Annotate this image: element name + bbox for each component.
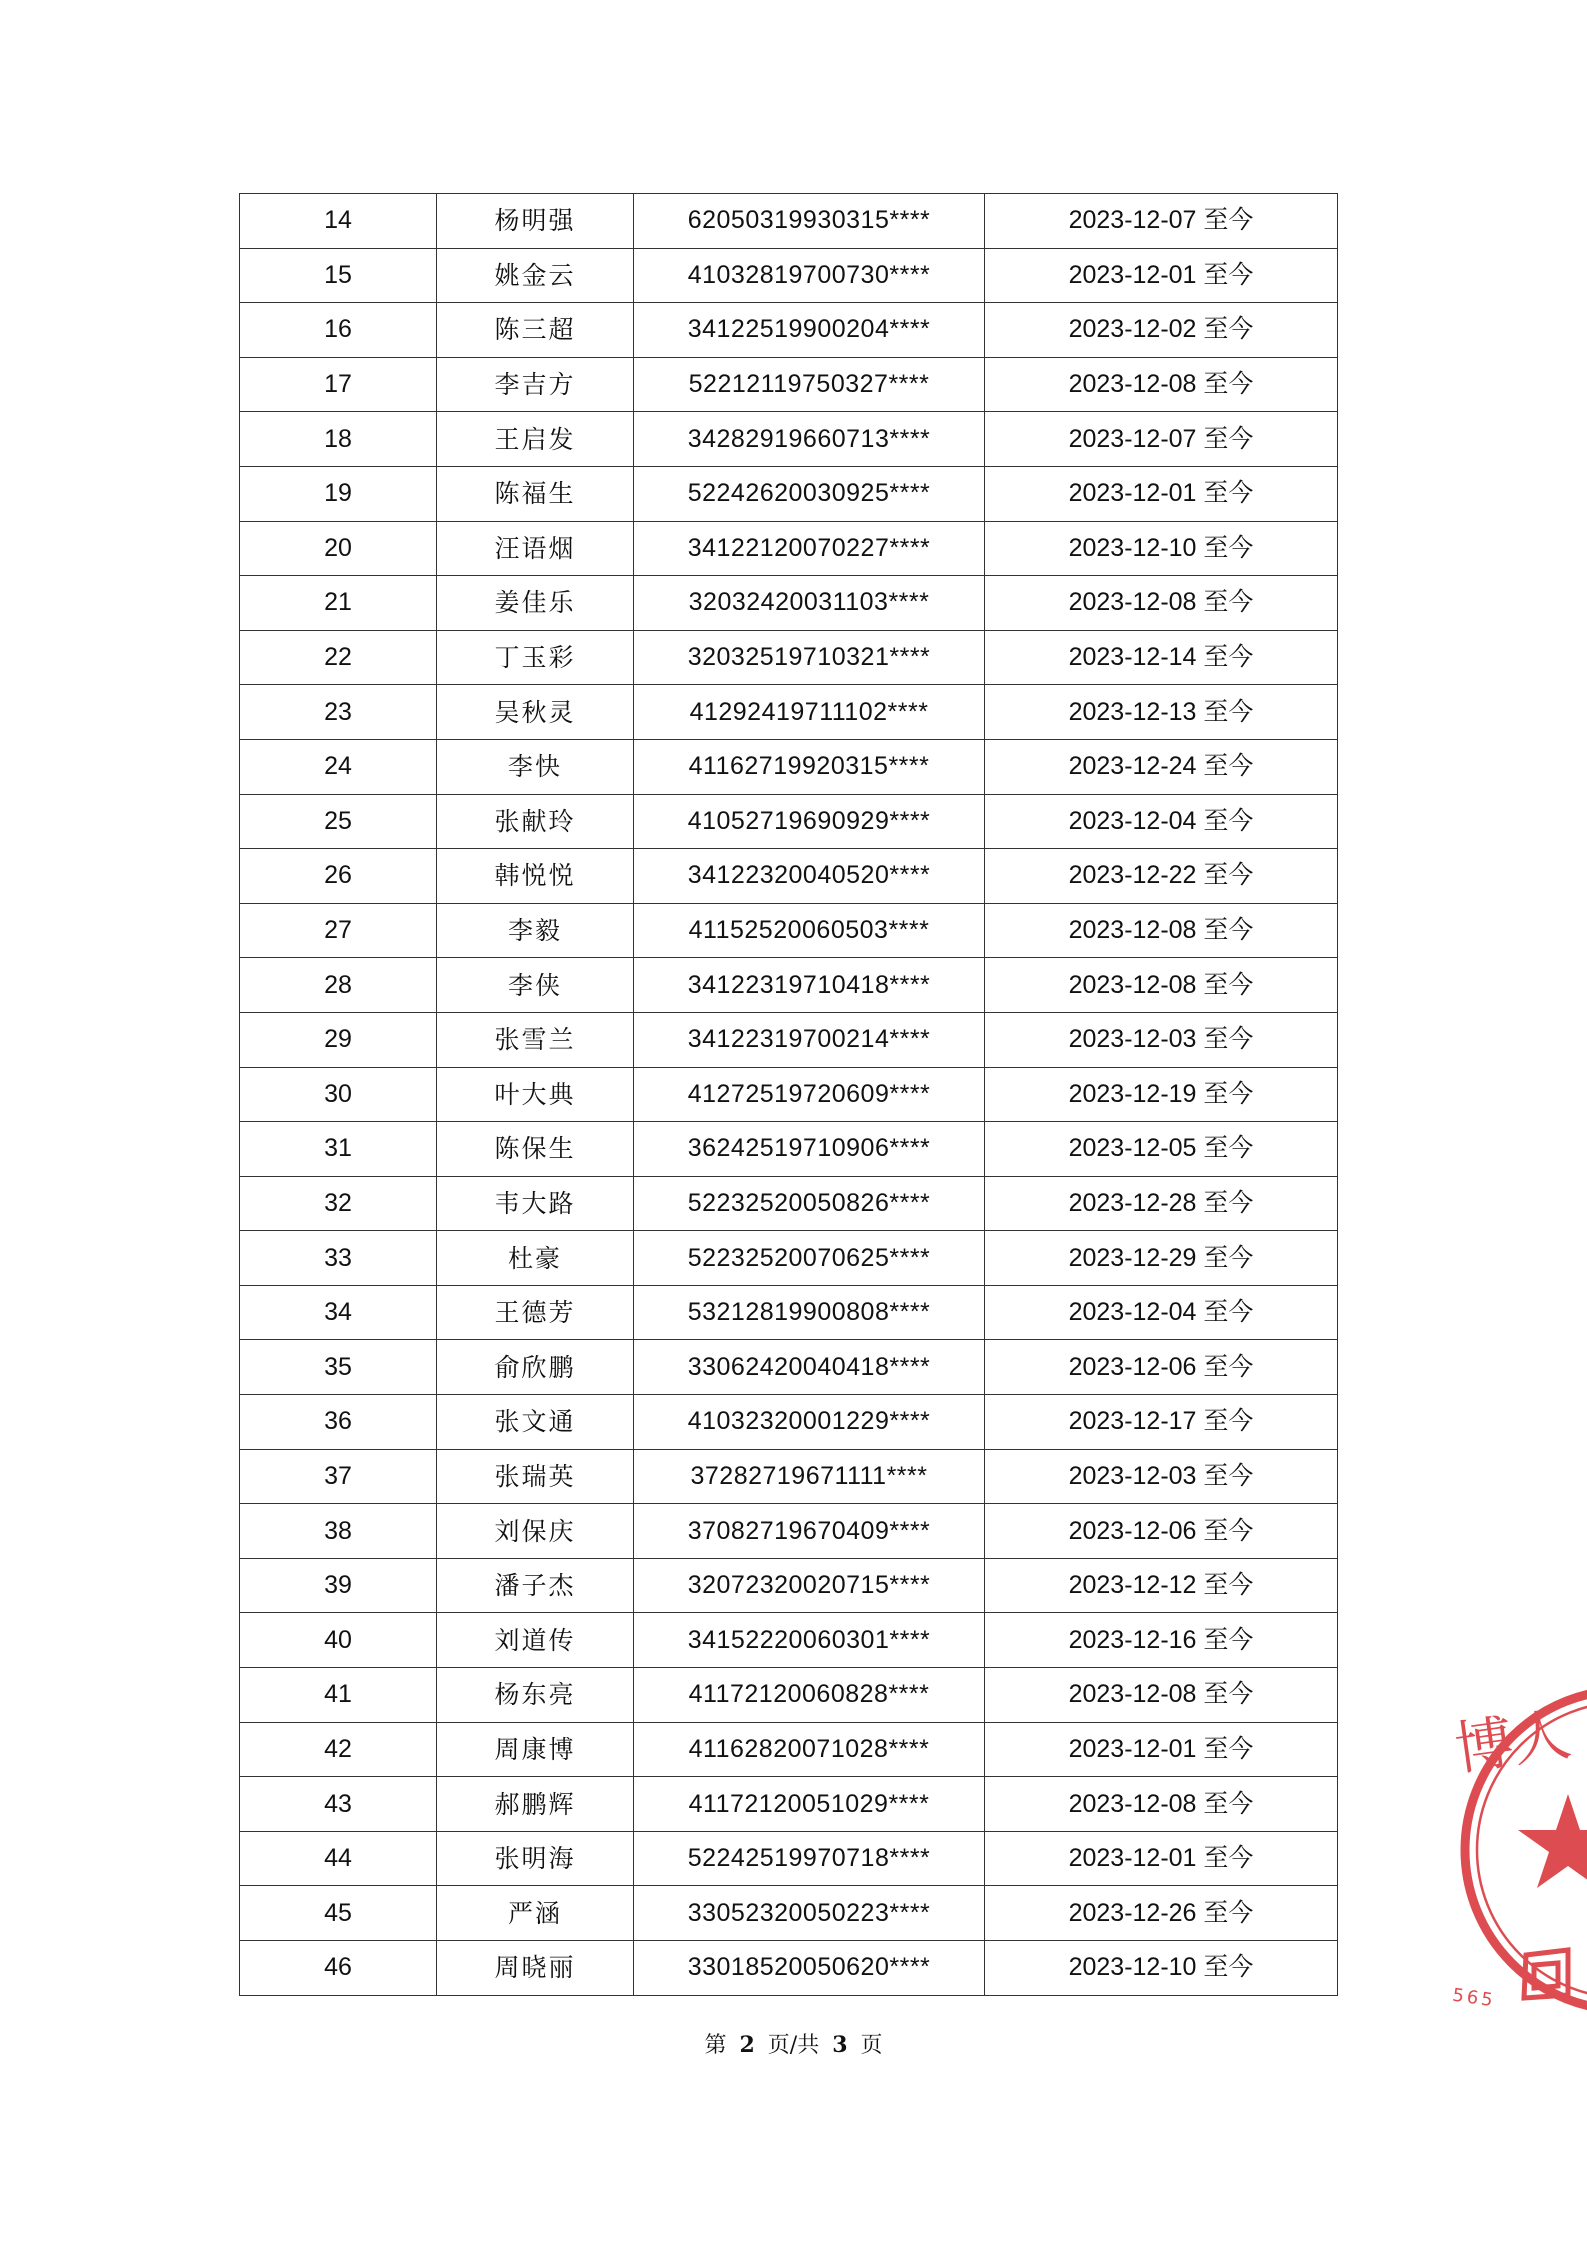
row-date: 2023-12-10 至今 (985, 521, 1338, 576)
row-number: 38 (240, 1504, 437, 1559)
row-date: 2023-12-10 至今 (985, 1941, 1338, 1996)
table-row (240, 1668, 1338, 1723)
table-row (240, 194, 1338, 249)
table-row (240, 248, 1338, 303)
row-name: 李吉方 (437, 357, 634, 412)
row-id-number: 52232520070625**** (634, 1231, 985, 1286)
row-number: 42 (240, 1722, 437, 1777)
row-number: 29 (240, 1012, 437, 1067)
page-footer (0, 2028, 1587, 2059)
row-name: 张文通 (437, 1395, 634, 1450)
row-date: 2023-12-19 至今 (985, 1067, 1338, 1122)
table-row (240, 1722, 1338, 1777)
seal-number: 565 (1451, 1984, 1497, 2012)
row-id-number: 62050319930315**** (634, 194, 985, 249)
row-date: 2023-12-04 至今 (985, 794, 1338, 849)
table-row (240, 958, 1338, 1013)
row-date: 2023-12-29 至今 (985, 1231, 1338, 1286)
footer-middle: 页/共 (767, 2033, 820, 2058)
row-date: 2023-12-01 至今 (985, 466, 1338, 521)
row-name: 张献玲 (437, 794, 634, 849)
table-row (240, 466, 1338, 521)
table-row (240, 1886, 1338, 1941)
row-name: 王启发 (437, 412, 634, 467)
row-number: 26 (240, 849, 437, 904)
table-row (240, 903, 1338, 958)
table-row (240, 1067, 1338, 1122)
row-date: 2023-12-16 至今 (985, 1613, 1338, 1668)
row-date: 2023-12-02 至今 (985, 303, 1338, 358)
row-date: 2023-12-08 至今 (985, 1668, 1338, 1723)
footer-prefix: 第 (704, 2033, 727, 2058)
row-date: 2023-12-01 至今 (985, 248, 1338, 303)
row-id-number: 34122319710418**** (634, 958, 985, 1013)
row-id-number: 52242620030925**** (634, 466, 985, 521)
row-number: 36 (240, 1395, 437, 1450)
footer-suffix: 页 (860, 2033, 883, 2058)
row-id-number: 53212819900808**** (634, 1285, 985, 1340)
row-id-number: 37282719671111**** (634, 1449, 985, 1504)
row-id-number: 34122519900204**** (634, 303, 985, 358)
table-row (240, 1504, 1338, 1559)
seal-star-icon (1518, 1794, 1587, 1888)
row-id-number: 34122120070227**** (634, 521, 985, 576)
row-date: 2023-12-03 至今 (985, 1012, 1338, 1067)
row-id-number: 41152520060503**** (634, 903, 985, 958)
row-id-number: 41162719920315**** (634, 739, 985, 794)
row-id-number: 52242519970718**** (634, 1831, 985, 1886)
row-date: 2023-12-17 至今 (985, 1395, 1338, 1450)
row-number: 35 (240, 1340, 437, 1395)
row-name: 李毅 (437, 903, 634, 958)
row-number: 32 (240, 1176, 437, 1231)
row-name: 俞欣鹏 (437, 1340, 634, 1395)
table-row (240, 1395, 1338, 1450)
row-id-number: 34122319700214**** (634, 1012, 985, 1067)
row-name: 张雪兰 (437, 1012, 634, 1067)
row-date: 2023-12-13 至今 (985, 685, 1338, 740)
row-name: 杨东亮 (437, 1668, 634, 1723)
row-number: 30 (240, 1067, 437, 1122)
row-date: 2023-12-03 至今 (985, 1449, 1338, 1504)
row-name: 周康博 (437, 1722, 634, 1777)
table-row (240, 303, 1338, 358)
row-number: 28 (240, 958, 437, 1013)
row-number: 43 (240, 1777, 437, 1832)
row-id-number: 41292419711102**** (634, 685, 985, 740)
table-row (240, 1449, 1338, 1504)
roster-table (239, 193, 1338, 1996)
table-row (240, 521, 1338, 576)
row-date: 2023-12-05 至今 (985, 1122, 1338, 1177)
table-row (240, 357, 1338, 412)
row-date: 2023-12-14 至今 (985, 630, 1338, 685)
row-number: 40 (240, 1613, 437, 1668)
row-name: 周晓丽 (437, 1941, 634, 1996)
table-row (240, 1012, 1338, 1067)
row-id-number: 52232520050826**** (634, 1176, 985, 1231)
table-row (240, 849, 1338, 904)
row-name: 杜豪 (437, 1231, 634, 1286)
seal-text-top: 博人 (1450, 1699, 1576, 1784)
row-date: 2023-12-26 至今 (985, 1886, 1338, 1941)
row-date: 2023-12-24 至今 (985, 739, 1338, 794)
row-name: 潘子杰 (437, 1558, 634, 1613)
row-number: 23 (240, 685, 437, 740)
row-id-number: 41162820071028**** (634, 1722, 985, 1777)
table-row (240, 412, 1338, 467)
row-date: 2023-12-22 至今 (985, 849, 1338, 904)
row-number: 41 (240, 1668, 437, 1723)
row-date: 2023-12-08 至今 (985, 958, 1338, 1013)
row-number: 19 (240, 466, 437, 521)
table-row (240, 1231, 1338, 1286)
row-name: 郝鹏辉 (437, 1777, 634, 1832)
row-number: 31 (240, 1122, 437, 1177)
row-number: 22 (240, 630, 437, 685)
row-number: 16 (240, 303, 437, 358)
row-number: 37 (240, 1449, 437, 1504)
table-row (240, 685, 1338, 740)
row-name: 汪语烟 (437, 521, 634, 576)
row-id-number: 41032320001229**** (634, 1395, 985, 1450)
row-number: 24 (240, 739, 437, 794)
company-seal-stamp (1450, 1660, 1587, 2040)
row-id-number: 34122320040520**** (634, 849, 985, 904)
row-id-number: 41032819700730**** (634, 248, 985, 303)
row-name: 李快 (437, 739, 634, 794)
row-name: 王德芳 (437, 1285, 634, 1340)
row-number: 27 (240, 903, 437, 958)
row-date: 2023-12-06 至今 (985, 1340, 1338, 1395)
row-date: 2023-12-12 至今 (985, 1558, 1338, 1613)
table-row (240, 794, 1338, 849)
row-name: 丁玉彩 (437, 630, 634, 685)
row-id-number: 36242519710906**** (634, 1122, 985, 1177)
table-row (240, 1777, 1338, 1832)
row-name: 吴秋灵 (437, 685, 634, 740)
row-number: 14 (240, 194, 437, 249)
row-name: 姜佳乐 (437, 576, 634, 631)
row-number: 20 (240, 521, 437, 576)
row-number: 45 (240, 1886, 437, 1941)
table-row (240, 1176, 1338, 1231)
row-date: 2023-12-01 至今 (985, 1831, 1338, 1886)
row-id-number: 37082719670409**** (634, 1504, 985, 1559)
row-id-number: 41272519720609**** (634, 1067, 985, 1122)
row-number: 46 (240, 1941, 437, 1996)
row-name: 刘道传 (437, 1613, 634, 1668)
footer-current-page: 2 (739, 2032, 755, 2058)
row-id-number: 34282919660713**** (634, 412, 985, 467)
row-date: 2023-12-08 至今 (985, 903, 1338, 958)
row-number: 15 (240, 248, 437, 303)
row-id-number: 33052320050223**** (634, 1886, 985, 1941)
seal-graphic (1450, 1660, 1587, 2040)
table-row (240, 1941, 1338, 1996)
row-number: 25 (240, 794, 437, 849)
row-name: 韦大路 (437, 1176, 634, 1231)
row-id-number: 33018520050620**** (634, 1941, 985, 1996)
row-name: 严涵 (437, 1886, 634, 1941)
row-number: 17 (240, 357, 437, 412)
row-id-number: 32032420031103**** (634, 576, 985, 631)
table-row (240, 1613, 1338, 1668)
row-name: 姚金云 (437, 248, 634, 303)
row-date: 2023-12-08 至今 (985, 576, 1338, 631)
row-name: 李侠 (437, 958, 634, 1013)
row-date: 2023-12-01 至今 (985, 1722, 1338, 1777)
table-row (240, 1340, 1338, 1395)
table-row (240, 1831, 1338, 1886)
row-id-number: 32032519710321**** (634, 630, 985, 685)
row-date: 2023-12-08 至今 (985, 1777, 1338, 1832)
roster-table-body (240, 194, 1338, 1996)
row-name: 叶大典 (437, 1067, 634, 1122)
row-name: 张瑞英 (437, 1449, 634, 1504)
row-number: 34 (240, 1285, 437, 1340)
row-id-number: 33062420040418**** (634, 1340, 985, 1395)
row-id-number: 41172120051029**** (634, 1777, 985, 1832)
row-id-number: 41172120060828**** (634, 1668, 985, 1723)
row-name: 杨明强 (437, 194, 634, 249)
row-id-number: 41052719690929**** (634, 794, 985, 849)
row-id-number: 52212119750327**** (634, 357, 985, 412)
table-row (240, 1285, 1338, 1340)
row-date: 2023-12-07 至今 (985, 412, 1338, 467)
row-number: 39 (240, 1558, 437, 1613)
table-row (240, 739, 1338, 794)
row-name: 张明海 (437, 1831, 634, 1886)
row-date: 2023-12-04 至今 (985, 1285, 1338, 1340)
footer-total-pages: 3 (832, 2032, 848, 2058)
row-date: 2023-12-06 至今 (985, 1504, 1338, 1559)
row-id-number: 34152220060301**** (634, 1613, 985, 1668)
row-name: 韩悦悦 (437, 849, 634, 904)
row-name: 陈保生 (437, 1122, 634, 1177)
row-number: 18 (240, 412, 437, 467)
row-date: 2023-12-07 至今 (985, 194, 1338, 249)
row-number: 21 (240, 576, 437, 631)
table-row (240, 576, 1338, 631)
table-row (240, 1122, 1338, 1177)
table-row (240, 1558, 1338, 1613)
row-number: 33 (240, 1231, 437, 1286)
row-name: 刘保庆 (437, 1504, 634, 1559)
row-name: 陈福生 (437, 466, 634, 521)
row-name: 陈三超 (437, 303, 634, 358)
row-date: 2023-12-08 至今 (985, 357, 1338, 412)
row-number: 44 (240, 1831, 437, 1886)
row-date: 2023-12-28 至今 (985, 1176, 1338, 1231)
table-row (240, 630, 1338, 685)
row-id-number: 32072320020715**** (634, 1558, 985, 1613)
